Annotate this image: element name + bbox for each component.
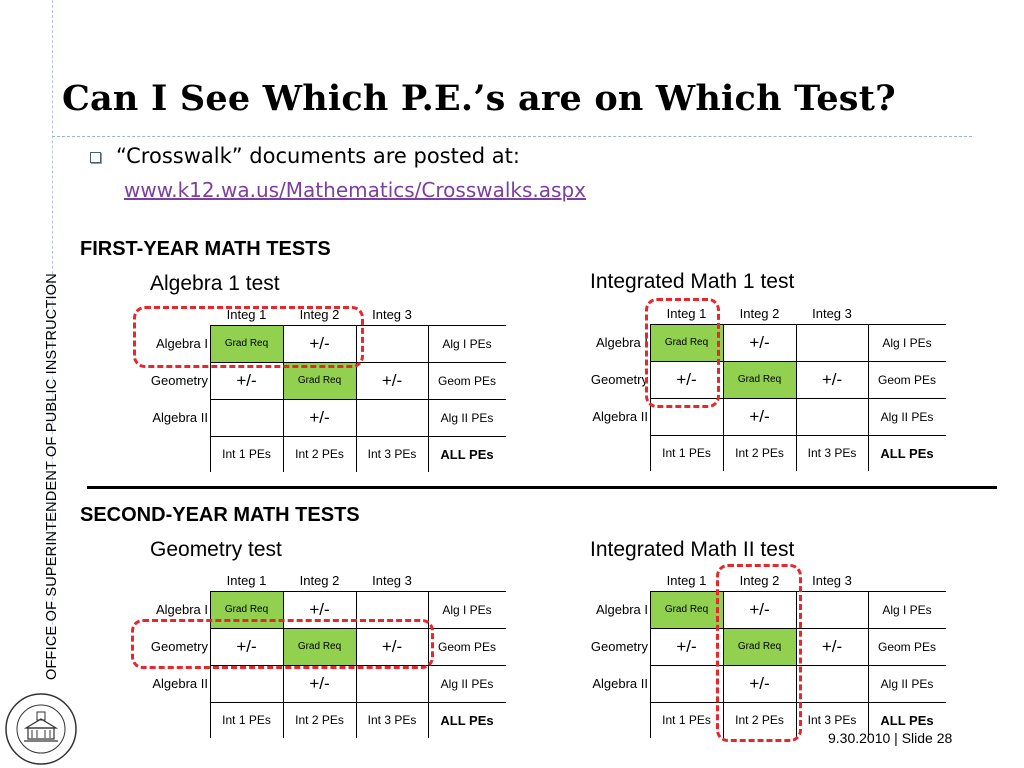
- table-cell: +/-: [381, 370, 403, 390]
- grad-req-cell: Grad Req: [650, 324, 723, 361]
- table-cell: [796, 665, 868, 702]
- title-divider: [52, 136, 972, 137]
- column-header: Integ 3: [812, 572, 852, 588]
- table-cell: [650, 665, 723, 702]
- sidebar-label: OFFICE OF SUPERINTENDENT OF PUBLIC INSTRUCTION: [44, 273, 60, 680]
- table-cell: +/-: [381, 636, 403, 656]
- integ2-column-highlight: [716, 564, 802, 742]
- column-header: Integ 1: [226, 572, 267, 588]
- table-cell: Alg I PEs: [882, 602, 932, 617]
- grid-line: [210, 591, 506, 592]
- grad-req-cell: Grad Req: [283, 628, 356, 665]
- pe-summary-cell: Int 1 PEs: [662, 446, 711, 460]
- table-cell: +/-: [236, 636, 257, 656]
- table-cell: Alg I PEs: [882, 335, 932, 350]
- pe-summary-cell: Int 2 PEs: [735, 713, 784, 727]
- grad-req-cell: Grad Req: [723, 628, 796, 665]
- pe-summary-cell: Int 2 PEs: [295, 447, 344, 461]
- column-header: Integ 2: [299, 572, 340, 588]
- column-header: Integ 2: [739, 572, 780, 588]
- pe-summary-cell: Int 3 PEs: [367, 447, 417, 461]
- row-header: Algebra I: [155, 602, 208, 617]
- row-header: Algebra II: [152, 676, 208, 691]
- algebra1-test-title: Algebra 1 test: [150, 272, 280, 295]
- row-header: Algebra I: [155, 336, 208, 351]
- all-pes-cell: ALL PEs: [440, 446, 494, 462]
- geometry-test-title: Geometry test: [150, 538, 282, 561]
- table-cell: Alg II PEs: [440, 410, 494, 425]
- table-cell: Alg II PEs: [880, 409, 934, 424]
- table-cell: +/-: [749, 599, 770, 619]
- table-cell: Geom PEs: [877, 639, 937, 654]
- all-pes-cell: ALL PEs: [880, 712, 934, 728]
- integrated-math1-test-title: Integrated Math 1 test: [590, 270, 795, 293]
- grad-req-cell: Grad Req: [210, 591, 283, 628]
- section-divider: [87, 486, 997, 489]
- pe-summary-cell: Int 1 PEs: [222, 713, 271, 727]
- grid-line: [650, 435, 946, 436]
- table-cell: Geom PEs: [437, 639, 497, 654]
- grad-req-cell: Grad Req: [210, 325, 283, 362]
- column-header: Integ 1: [226, 306, 267, 322]
- pe-summary-cell: Int 3 PEs: [367, 713, 417, 727]
- ospi-seal-icon: [4, 692, 78, 766]
- table-cell: Alg I PEs: [442, 602, 492, 617]
- grad-req-cell: Grad Req: [650, 591, 723, 628]
- table-cell: Alg II PEs: [440, 676, 494, 691]
- table-cell: +/-: [749, 673, 770, 693]
- square-bullet-icon: [90, 152, 101, 163]
- table-cell: +/-: [309, 333, 330, 353]
- grad-req-cell: Grad Req: [283, 362, 356, 399]
- table-cell: [356, 399, 428, 436]
- integ1-column-highlight: [645, 298, 720, 408]
- grad-req-cell: Grad Req: [723, 361, 796, 398]
- row-header: Geometry: [590, 372, 648, 387]
- table-cell: +/-: [236, 370, 257, 390]
- table-cell: +/-: [821, 636, 843, 656]
- row-header: Geometry: [150, 373, 208, 388]
- column-header: Integ 3: [372, 572, 412, 588]
- column-header: Integ 3: [372, 306, 412, 322]
- column-header: Integ 1: [666, 572, 707, 588]
- first-year-heading: FIRST-YEAR MATH TESTS: [80, 238, 331, 260]
- integrated-math2-test-title: Integrated Math II test: [590, 538, 795, 561]
- table-cell: +/-: [309, 673, 330, 693]
- table-cell: +/-: [821, 369, 843, 389]
- pe-summary-cell: Int 2 PEs: [735, 446, 784, 460]
- column-header: Integ 2: [299, 306, 340, 322]
- grid-line: [210, 436, 506, 437]
- bullet-text: “Crosswalk” documents are posted at:: [116, 144, 520, 168]
- slide-footer: 9.30.2010 | Slide 28: [828, 730, 953, 746]
- table-cell: Alg II PEs: [880, 676, 934, 691]
- grid-line: [210, 702, 506, 703]
- row-header: Algebra II: [592, 676, 648, 691]
- table-cell: +/-: [676, 369, 697, 389]
- table-cell: [796, 591, 868, 628]
- table-cell: Geom PEs: [437, 373, 497, 388]
- pe-summary-cell: Int 1 PEs: [222, 447, 271, 461]
- table-cell: Geom PEs: [877, 372, 937, 387]
- table-cell: [356, 325, 428, 362]
- all-pes-cell: ALL PEs: [880, 445, 934, 461]
- row-header: Algebra I: [595, 602, 648, 617]
- slide-title: Can I See Which P.E.’s are on Which Test?: [62, 78, 896, 119]
- column-header: Integ 1: [666, 305, 707, 321]
- row-header: Algebra II: [592, 409, 648, 424]
- table-cell: +/-: [309, 599, 330, 619]
- algebra-row-highlight: [133, 306, 364, 368]
- table-cell: +/-: [749, 406, 770, 426]
- row-header: Geometry: [590, 639, 648, 654]
- row-header: Geometry: [150, 639, 208, 654]
- row-header: Algebra I: [595, 335, 648, 350]
- table-cell: [210, 399, 283, 436]
- pe-summary-cell: Int 2 PEs: [295, 713, 344, 727]
- crosswalk-link[interactable]: www.k12.wa.us/Mathematics/Crosswalks.aspx: [124, 178, 586, 202]
- integrated-math1-crosswalk-table: [578, 302, 948, 482]
- pe-summary-cell: Int 1 PEs: [662, 713, 711, 727]
- table-cell: +/-: [676, 636, 697, 656]
- grid-line: [210, 399, 506, 400]
- row-header: Algebra II: [152, 410, 208, 425]
- second-year-heading: SECOND-YEAR MATH TESTS: [80, 504, 360, 526]
- table-cell: Alg I PEs: [442, 336, 492, 351]
- column-header: Integ 2: [739, 305, 780, 321]
- table-cell: [796, 398, 868, 435]
- geometry-row-highlight: [131, 619, 434, 669]
- table-cell: [796, 324, 868, 361]
- table-cell: [356, 665, 428, 702]
- column-header: Integ 3: [812, 305, 852, 321]
- pe-summary-cell: Int 3 PEs: [807, 713, 857, 727]
- all-pes-cell: ALL PEs: [440, 712, 494, 728]
- table-cell: +/-: [309, 407, 330, 427]
- table-cell: [210, 665, 283, 702]
- table-cell: +/-: [749, 332, 770, 352]
- pe-summary-cell: Int 3 PEs: [807, 446, 857, 460]
